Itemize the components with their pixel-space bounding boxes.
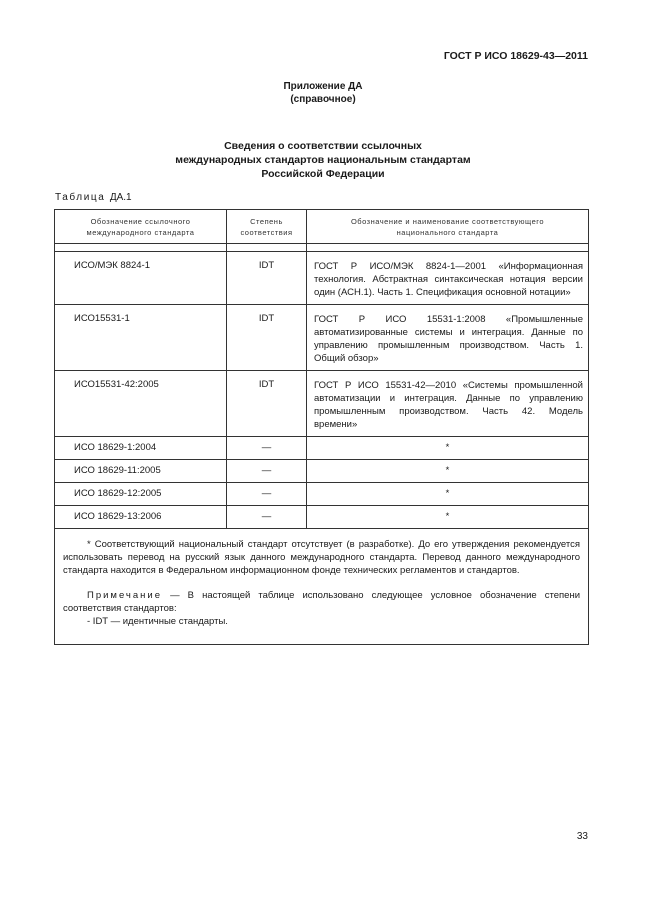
note-label: Примечание [87, 590, 162, 601]
header-col1-line2: международного стандарта [86, 227, 195, 237]
header-col3-line1: Обозначение и наименование соответствующего [350, 216, 545, 226]
header-col2-line1: Степень [250, 216, 283, 226]
table-row [55, 305, 589, 371]
section-title-line-2: международных стандартов национальным стандартам [175, 154, 471, 166]
annex-title: Приложение ДА [283, 81, 363, 92]
table-row [55, 506, 589, 529]
cell-international-standard: ИСО 18629-11:2005 [55, 460, 227, 483]
header-international-standard [55, 210, 227, 244]
cell-international-standard: ИСО15531-42:2005 [55, 371, 227, 437]
cell-national-standard: * [307, 483, 589, 506]
footnote-asterisk: * Соответствующий национальный стандарт отсутствует (в разработке). До его утверждения рекомендуется использовать перевод на русский язык данного международного стандарта. Перевод данного международного стандарта находится в Федеральном информационном фонде технических регламентов и стандартов. [63, 539, 580, 576]
table-footnotes-row [55, 529, 589, 645]
table-note [63, 589, 580, 615]
table-row [55, 483, 589, 506]
cell-national-standard: * [307, 460, 589, 483]
cell-national-standard: ГОСТ Р ИСО 15531-42—2010 «Системы промышленной автоматизации и интеграция. Данные по управлению промышленным производством. Часть 42. Модель времени» [307, 371, 589, 437]
cell-degree: IDT [227, 371, 307, 437]
note-text: — В настоящей таблице использовано следующее условное обозначение степени соответствия стандартов: [63, 590, 580, 614]
page-number: 33 [576, 831, 588, 842]
annex-subtitle: (справочное) [290, 94, 356, 105]
cell-national-standard: * [307, 437, 589, 460]
table-footnotes [55, 529, 589, 645]
note-item: - IDT — идентичные стандарты. [87, 616, 228, 627]
document-code: ГОСТ Р ИСО 18629-43—2011 [443, 50, 588, 62]
header-col1-line1: Обозначение ссылочного [90, 216, 191, 226]
table-spacer-row [55, 244, 589, 252]
table-header-row [55, 210, 589, 244]
cell-international-standard: ИСО15531-1 [55, 305, 227, 371]
cell-international-standard: ИСО 18629-12:2005 [55, 483, 227, 506]
table-row [55, 437, 589, 460]
header-national-standard [307, 210, 589, 244]
header-degree [227, 210, 307, 244]
table-row [55, 371, 589, 437]
cell-degree: — [227, 506, 307, 529]
standards-table [54, 209, 589, 645]
annex-heading [0, 80, 646, 106]
table-row [55, 460, 589, 483]
section-title [0, 139, 646, 181]
cell-national-standard: * [307, 506, 589, 529]
cell-national-standard: ГОСТ Р ИСО/МЭК 8824-1—2001 «Информационная технология. Абстрактная синтаксическая нотация версии один (АСН.1). Часть 1. Спецификация основной нотации» [307, 252, 589, 305]
header-col2-line2: соответствия [240, 227, 293, 237]
table-caption [55, 192, 132, 203]
section-title-line-3: Российской Федерации [261, 168, 385, 180]
cell-national-standard: ГОСТ Р ИСО 15531-1:2008 «Промышленные автоматизированные системы и интеграция. Данные по управлению промышленным производством. Часть 1. Общий обзор» [307, 305, 589, 371]
section-title-line-1: Сведения о соответствии ссылочных [224, 140, 422, 152]
cell-degree: — [227, 483, 307, 506]
header-col3-line2: национального стандарта [396, 227, 499, 237]
cell-international-standard: ИСО/МЭК 8824-1 [55, 252, 227, 305]
cell-international-standard: ИСО 18629-1:2004 [55, 437, 227, 460]
cell-degree: IDT [227, 305, 307, 371]
table-row [55, 252, 589, 305]
table-caption-word: Таблица [55, 192, 106, 203]
cell-degree: — [227, 437, 307, 460]
cell-degree: — [227, 460, 307, 483]
cell-international-standard: ИСО 18629-13:2006 [55, 506, 227, 529]
table-caption-number: ДА.1 [109, 192, 132, 203]
cell-degree: IDT [227, 252, 307, 305]
